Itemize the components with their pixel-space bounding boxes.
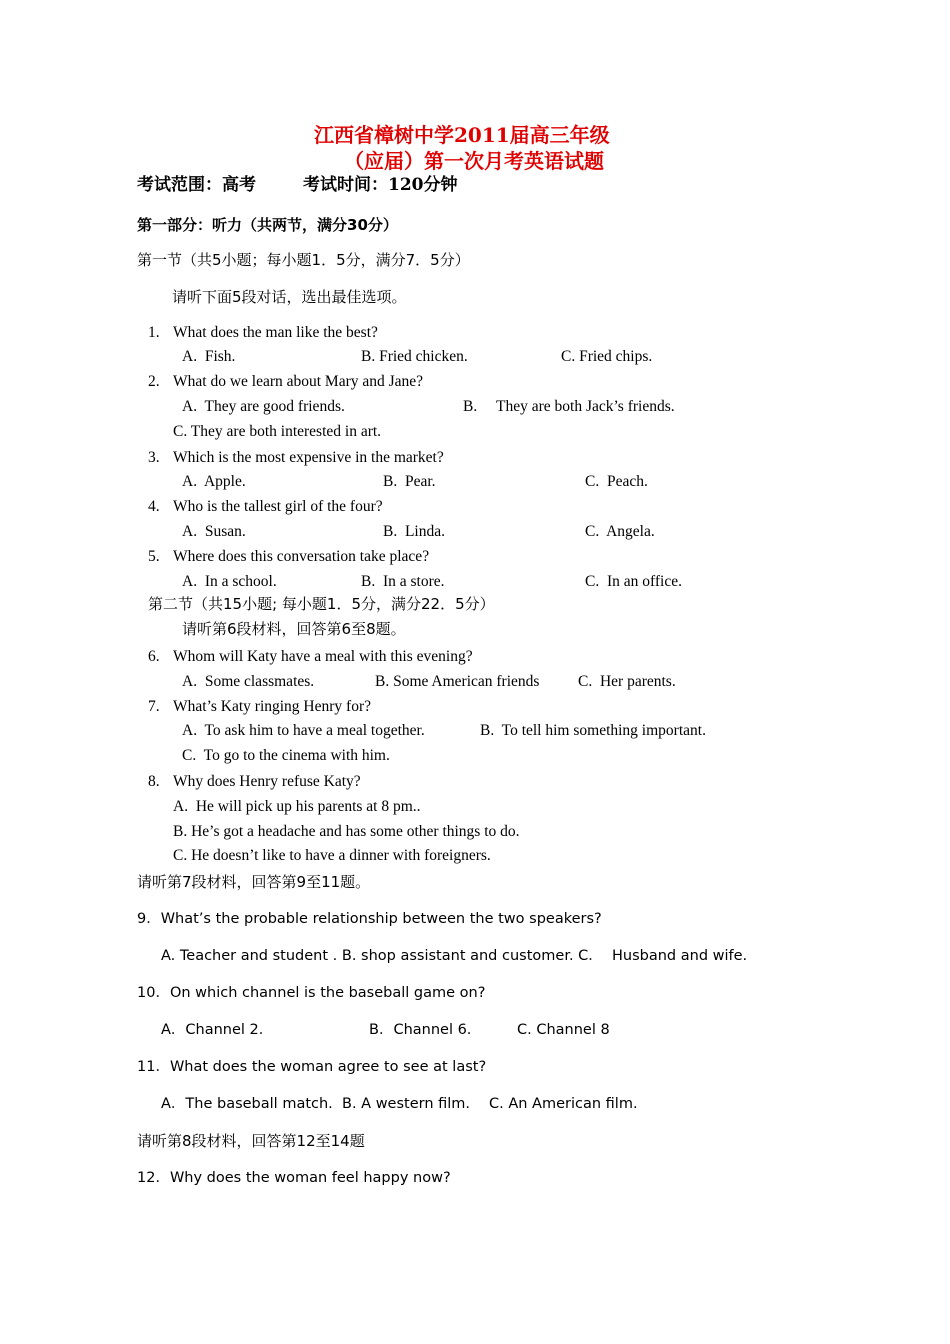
q7-text: What’s Katy ringing Henry for? — [173, 698, 371, 715]
q7-option-b: B. To tell him something important. — [480, 722, 706, 739]
q3-text: Which is the most expensive in the market? — [173, 449, 444, 466]
q5-option-b: B. In a store. — [361, 573, 445, 590]
q6-number: 6. — [148, 648, 160, 665]
q5-option-a: A. In a school. — [182, 573, 277, 590]
q10-text: 10．On which channel is the baseball game on? — [137, 985, 486, 1001]
q6-text: Whom will Katy have a meal with this evening? — [173, 648, 473, 665]
q5-text: Where does this conversation take place? — [173, 548, 430, 565]
q6-option-b: B. Some American friends — [375, 673, 540, 690]
title-line-1: 江西省樟树中学2011届高三年级 — [314, 123, 610, 147]
q7-option-c: C. To go to the cinema with him. — [182, 747, 390, 764]
section1-heading: 第一节（共5小题；每小题1．5分，满分7．5分） — [137, 251, 470, 269]
q1-option-a: A. Fish. — [182, 348, 236, 365]
q2-text: What do we learn about Mary and Jane? — [173, 373, 424, 390]
q11-option-c: C. An American film. — [489, 1096, 638, 1112]
section2-heading: 第二节（共15小题; 每小题1．5分，满分22．5分） — [148, 595, 495, 613]
q5-option-c: C. In an office. — [585, 573, 682, 590]
q2-option-b-label: B. — [463, 398, 478, 415]
q3-option-a: A. Apple. — [182, 473, 246, 490]
q8-option-b: B. He’s got a headache and has some other things to do. — [173, 823, 520, 840]
title-line-2: （应届）第一次月考英语试题 — [344, 149, 604, 173]
q4-text: Who is the tallest girl of the four? — [173, 498, 383, 515]
q1-text: What does the man like the best? — [173, 324, 378, 341]
q7-option-a: A. To ask him to have a meal together. — [182, 722, 425, 739]
q8-text: Why does Henry refuse Katy? — [173, 773, 361, 790]
section1-instruction: 请听下面5段对话，选出最佳选项。 — [172, 288, 407, 306]
q12-text: 12．Why does the woman feel happy now? — [137, 1170, 451, 1186]
q8-number: 8. — [148, 773, 160, 790]
q1-option-b: B. Fried chicken. — [361, 348, 468, 365]
q6-option-a: A. Some classmates. — [182, 673, 315, 690]
q11-text: 11．What does the woman agree to see at last? — [137, 1059, 487, 1075]
q6-option-c: C. Her parents. — [578, 673, 676, 690]
q11-options: A．The baseball match. B. A western film. — [161, 1096, 471, 1112]
q3-option-c: C. Peach. — [585, 473, 648, 490]
q9-options: A. Teacher and student . B. shop assistant and customer. C． Husband and wife. — [161, 948, 748, 964]
material6-instruction: 请听第6段材料，回答第6至8题。 — [182, 620, 406, 638]
q4-option-c: C. Angela. — [585, 523, 655, 540]
q2-number: 2. — [148, 373, 160, 390]
q1-option-c: C. Fried chips. — [561, 348, 653, 365]
exam-time: 考试时间：120分钟 — [303, 175, 458, 195]
q10-option-b: B．Channel 6. — [369, 1022, 472, 1038]
q10-option-c: C. Channel 8 — [517, 1022, 610, 1038]
q3-number: 3. — [148, 449, 160, 466]
q2-option-c: C. They are both interested in art. — [173, 423, 382, 440]
q10-option-a: A．Channel 2． — [161, 1022, 274, 1038]
part1-heading: 第一部分：听力（共两节，满分30分） — [137, 216, 398, 234]
q4-option-a: A. Susan. — [182, 523, 246, 540]
q4-option-b: B. Linda. — [383, 523, 445, 540]
q1-number: 1. — [148, 324, 160, 341]
exam-scope: 考试范围：高考 — [137, 175, 256, 195]
q2-option-a: A. They are good friends. — [182, 398, 345, 415]
q9-text: 9．What’s the probable relationship between the two speakers? — [137, 911, 602, 927]
q8-option-c: C. He doesn’t like to have a dinner with foreigners. — [173, 847, 491, 864]
q8-option-a: A. He will pick up his parents at 8 pm.. — [173, 798, 421, 815]
q4-number: 4. — [148, 498, 160, 515]
material8-instruction: 请听第8段材料，回答第12至14题 — [137, 1132, 365, 1150]
material7-instruction: 请听第7段材料，回答第9至11题。 — [137, 873, 371, 891]
q5-number: 5. — [148, 548, 160, 565]
q7-number: 7. — [148, 698, 160, 715]
q3-option-b: B. Pear. — [383, 473, 436, 490]
q2-option-b: They are both Jack’s friends. — [496, 398, 675, 415]
